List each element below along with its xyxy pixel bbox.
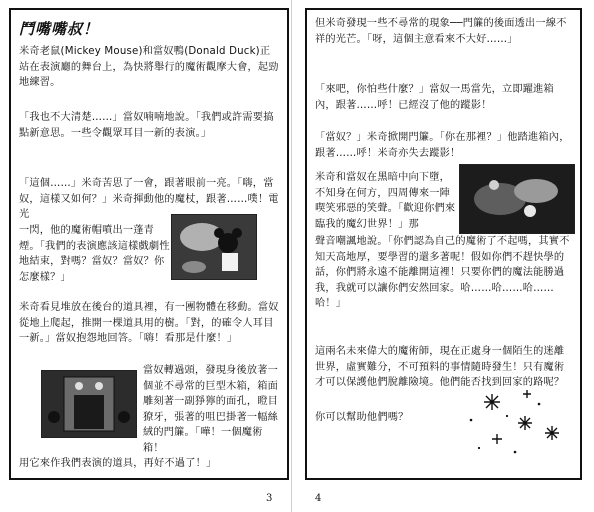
paragraph-mickey-wand: 「這個……」米奇苦思了一會，跟著眼前一亮。「嗨，當奴，這樣又如何？」米奇揮動他的魔杖，跟著……噗！電光	[19, 178, 279, 221]
paragraph-smoke: 一閃，他的魔術帽噴出一蓬青煙。「我們的表演應該這樣戲劇性地結束，對嗎？當奴？當奴？你怎麼樣？」	[19, 225, 170, 283]
paragraph-falling: 米奇和當奴在黑暗中向下墮，不知身在何方，四周傳來一陣喫笑邪惡的笑聲。「歡迎你們來臨我的魔幻世界！」那	[315, 172, 456, 230]
illustration-falling	[459, 164, 575, 234]
paragraph-backstage: 米奇看見堆放在後台的道具裡，有一團物體在移動。當奴從地上爬起，推開一棵道具用的樹。「對，的確令人耳目一新。」當奴抱怨地回答。「嗨！看那是什麼！」	[19, 302, 279, 345]
left-page-frame	[9, 8, 289, 480]
page-number: 3	[266, 493, 273, 504]
paragraph-magic-box: 當奴轉過頭，發現身後放著一個並不尋常的巨型木箱，箱面雕刻著一副猙獰的面孔，瞪目獠牙，張著的咀巴掛著一幅絲絨的門簾。「嘩！一個魔術箱！	[143, 365, 279, 454]
paragraph-help-prompt: 你可以幫助他們嗎？	[315, 412, 409, 423]
paragraph-evil-voice: 聲音嘲諷地說。「你們認為自己的魔術了不起嗎，其實不知天高地厚，要學習的還多著呢！假如你們不趕快學的話，你們將永遠不能離開這裡！只要你們的魔法能勝過我，我就可以讓你們安然回家。哈……哈……哈……哈！」	[315, 236, 570, 310]
right-page-frame	[305, 8, 582, 480]
paragraph-magicians: 這兩名未來偉大的魔術師，現在正處身一個陌生的迷離世界，虛實難分，不可預料的事情隨時發生！只有魔術才可以保護他們脫離險境。他們能否找到回家的路呢？	[315, 346, 565, 389]
left-page	[0, 0, 292, 512]
sparkles-decoration	[457, 382, 567, 472]
illustration-magic-box	[41, 370, 137, 438]
paragraph-intro: 米奇老鼠(Mickey Mouse)和當奴鴨(Donald Duck)正站在表演廳的舞台上，為快將舉行的魔術觀摩大會，起勁地練習。	[19, 46, 279, 89]
paragraph-donald-idea: 「我也不大清楚……」當奴喃喃地說。「我們或許需要搞點新意思。一些令觀眾耳目一新的表演。」	[19, 112, 274, 139]
paragraph-mickey-follows: 「當奴？」米奇掀開門簾。「你在那裡？」他踏進箱內，跟著……呼！米奇亦失去蹤影！	[315, 132, 570, 159]
paragraph-magic-box-end: 用它來作我們表演的道具，再好不過了！」	[19, 458, 217, 469]
right-page	[293, 0, 594, 512]
paragraph-strange-light: 但米奇發現一些不尋常的現象──門簾的後面透出一線不祥的光芒。「呀，這個主意看來不大好……」	[315, 18, 567, 45]
paragraph-donald-jumps: 「來吧，你怕些什麼？」當奴一馬當先，立即躍進箱內，跟著……呼！已經沒了他的蹤影！	[315, 84, 554, 111]
chapter-title: 鬥嘴嘴叔！	[19, 20, 100, 38]
illustration-mickey-smoke	[171, 214, 257, 280]
page-number: 4	[315, 493, 322, 504]
